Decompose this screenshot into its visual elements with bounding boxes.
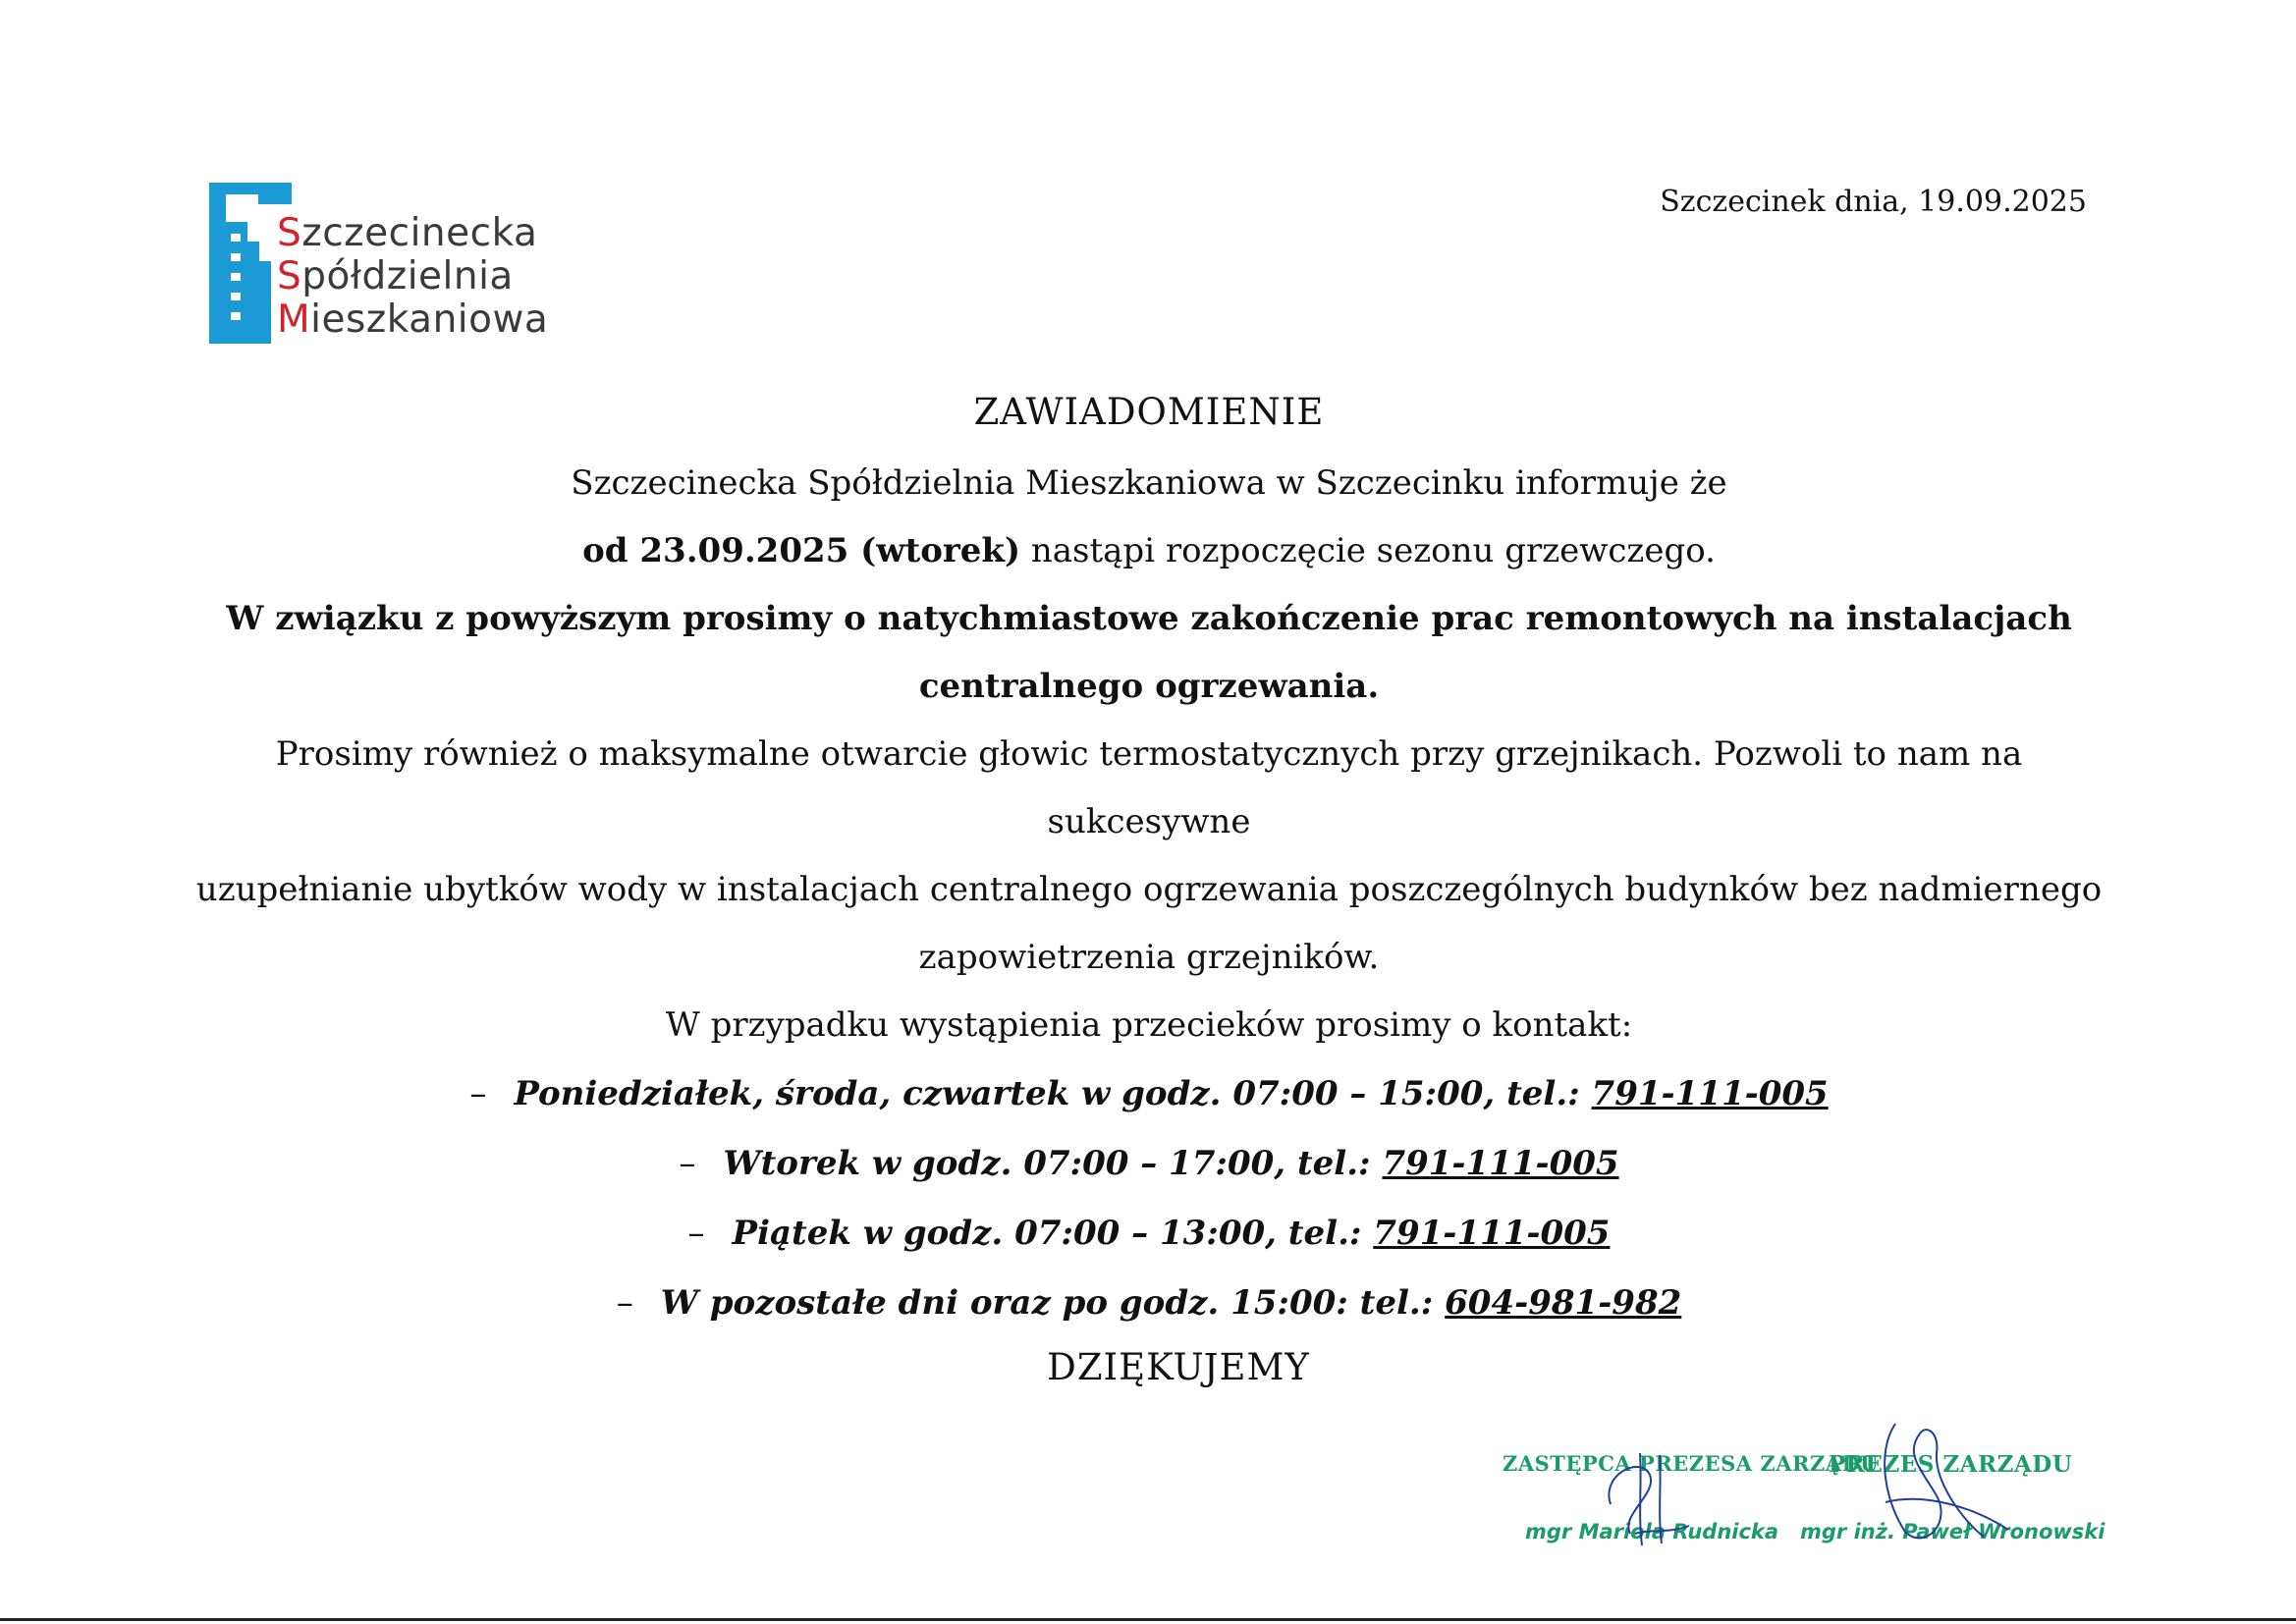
cooperative-logo [209,183,573,348]
contact-phone[interactable]: 791-111-005 [1373,1214,1611,1253]
heating-start-line [187,517,2111,585]
dash-bullet: – [679,1144,696,1183]
handwritten-signature-icon [1581,1435,1709,1553]
contact-phone[interactable]: 791-111-005 [1382,1144,1619,1183]
request-line-1: W związku z powyższym prosimy o natychmiastowe zakończenie prac remontowych na instalacjach [226,599,2072,638]
notice-body [187,383,2111,1397]
dash-bullet: – [616,1283,633,1323]
bottom-border-line [0,1618,2296,1621]
contact-item [187,1059,2111,1129]
contact-intro: W przypadku wystąpienia przecieków prosimy o kontakt: [665,1005,1633,1045]
valves-line-1: Prosimy również o maksymalne otwarcie głowic termostatycznych przy grzejnikach. Pozwoli to nam na sukcesywne [275,734,2023,841]
dash-bullet: – [469,1074,487,1113]
logo-wordmark [277,212,548,342]
request-line-2: centralnego ogrzewania. [918,667,1380,706]
notice-intro: Szczecinecka Spółdzielnia Mieszkaniowa w Szczecinku informuje że [571,463,1727,503]
logo-line-1: Szczecinecka [277,211,538,255]
contact-item [187,1199,2111,1269]
contact-item [187,1269,2111,1338]
handwritten-signature-icon [1866,1414,2023,1551]
contact-item [187,1129,2111,1199]
dash-bullet: – [687,1214,705,1253]
contact-hours: W pozostałe dni oraz po godz. 15:00: tel.: [660,1283,1446,1323]
valves-line-2: uzupełnianie ubytków wody w instalacjach centralnego ogrzewania poszczególnych budynków bez nadmiernego [195,870,2103,909]
thanks-text: DZIĘKUJEMY [1047,1346,1310,1388]
signature-title-president: PREZES ZARZĄDU [1829,1451,2073,1478]
contact-hours: Wtorek w godz. 07:00 – 17:00, tel.: [723,1144,1383,1183]
contact-phone[interactable]: 604-981-982 [1445,1283,1682,1323]
logo-line-2: Spółdzielnia [277,254,514,298]
contact-list [187,1059,2111,1338]
heating-start-text: nastąpi rozpoczęcie sezonu grzewczego. [1020,531,1716,570]
notice-title: ZAWIADOMIENIE [973,391,1325,433]
signature-title-deputy: ZASTĘPCA PREZESA ZARZĄDU [1503,1451,1880,1476]
valves-line-3: zapowietrzenia grzejników. [918,938,1380,977]
signature-name-deputy: mgr Mariola Rudnicka [1525,1520,1779,1543]
contact-hours: Poniedziałek, środa, czwartek w godz. 07:00 – 15:00, tel.: [514,1074,1592,1113]
logo-line-3: Mieszkaniowa [277,298,549,342]
signature-name-president: mgr inż. Paweł Wronowski [1800,1520,2105,1543]
heating-start-date: od 23.09.2025 (wtorek) [582,531,1021,570]
contact-hours: Piątek w godz. 07:00 – 13:00, tel.: [732,1214,1374,1253]
document-date: Szczecinek dnia, 19.09.2025 [1660,185,2087,219]
contact-phone[interactable]: 791-111-005 [1591,1074,1829,1113]
